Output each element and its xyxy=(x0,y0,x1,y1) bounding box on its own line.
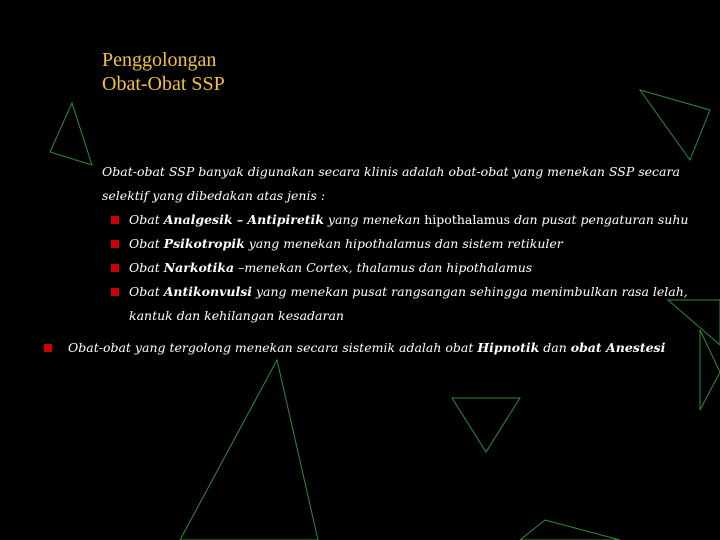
item-line-2: kantuk dan kehilangan kesadaran xyxy=(129,308,344,323)
bullet-icon xyxy=(111,240,119,248)
slide-title xyxy=(102,48,225,96)
list-item-analgesik xyxy=(129,208,688,232)
decor-triangle-bottom-right xyxy=(520,520,620,540)
item-term: Narkotika xyxy=(163,260,235,275)
bullet-icon xyxy=(44,344,52,352)
item-suffix: yang menekan pusat rangsangan sehingga menimbulkan rasa lelah, xyxy=(251,284,688,299)
item-text: Obat-obat yang tergolong menekan secara sistemik adalah obat xyxy=(68,340,478,355)
item-term: Analgesik – Antipiretik xyxy=(163,212,324,227)
item-suffix: –menekan Cortex, thalamus dan hipothalamus xyxy=(234,260,533,275)
bullet-icon xyxy=(111,288,119,296)
intro-line-2: selektif yang dibedakan atas jenis : xyxy=(102,188,326,203)
bullet-icon xyxy=(111,264,119,272)
decor-triangle-right-top xyxy=(640,90,710,160)
item-mid: dan xyxy=(539,340,571,355)
item-suffix: yang menekan hipothalamus dan sistem retikuler xyxy=(244,236,563,251)
item-suffix: dan pusat pengaturan suhu xyxy=(510,212,689,227)
item-em: hipothalamus xyxy=(424,212,511,227)
title-line-2: Obat-Obat SSP xyxy=(102,73,225,95)
intro-paragraph xyxy=(102,160,680,208)
list-item-narkotika xyxy=(129,256,532,280)
title-line-1: Penggolongan xyxy=(102,49,217,71)
intro-line-1: Obat-obat SSP banyak digunakan secara klinis adalah obat-obat yang menekan SSP secara xyxy=(102,164,680,179)
decor-triangle-left xyxy=(50,103,92,165)
item-term-anestesi: obat Anestesi xyxy=(570,340,666,355)
list-item-psikotropik xyxy=(129,232,563,256)
item-prefix: Obat xyxy=(129,284,164,299)
item-prefix: Obat xyxy=(129,236,164,251)
bullet-icon xyxy=(111,216,119,224)
list-item-antikonvulsi xyxy=(129,280,688,328)
item-term-hipnotik: Hipnotik xyxy=(477,340,540,355)
item-prefix: Obat xyxy=(129,212,164,227)
item-mid: yang menekan xyxy=(323,212,425,227)
list-item-hipnotik xyxy=(68,336,665,360)
item-term: Antikonvulsi xyxy=(163,284,252,299)
item-term: Psikotropik xyxy=(163,236,245,251)
item-prefix: Obat xyxy=(129,260,164,275)
decor-triangle-center xyxy=(452,398,520,452)
decor-triangle-mid xyxy=(180,360,318,540)
